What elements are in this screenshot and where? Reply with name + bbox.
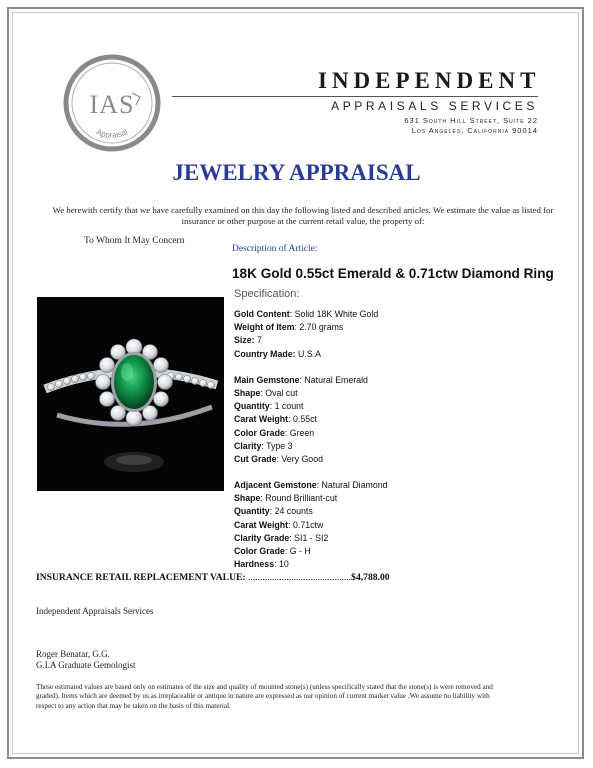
description-label: Description of Article: (232, 244, 318, 254)
spec-adjacent-quantity: Quantity: 24 counts (234, 506, 313, 517)
spec-weight: Weight of Item: 2.70 grams (234, 322, 344, 333)
insurance-label: INSURANCE RETAIL REPLACEMENT VALUE: (36, 572, 246, 583)
disclaimer: These estimated values are based only on estimates of the size and quality of mounted stone(s) (unless specifically stated that the stone(s) is were removed and graded). Items which are deemed by us as irreplaceable or antique in nature are expressed as our opinion of current market value .We assume no liability with respect to any action that may be taken on the basis of this material. (36, 683, 493, 710)
spec-main-gemstone: Main Gemstone: Natural Emerald (234, 374, 368, 385)
specification-list (234, 308, 388, 571)
document-title: JEWELRY APPRAISAL (172, 160, 421, 185)
header-divider (172, 96, 538, 97)
spec-country: Country Made: U.S.A (234, 348, 322, 359)
spec-size: Size: 7 (234, 335, 262, 346)
spec-adjacent-hardness: Hardness: 10 (234, 559, 289, 570)
spec-adjacent-color: Color Grade: G - H (234, 546, 311, 556)
company-name: INDEPENDENT (318, 68, 541, 93)
signer-title: G.I.A Graduate Gemologist (36, 660, 136, 670)
spec-main-color: Color Grade: Green (234, 427, 315, 438)
insurance-value-line (36, 572, 556, 583)
logo-initials: IAS (89, 90, 135, 119)
spec-main-clarity: Clarity: Type 3 (234, 440, 293, 451)
spec-adjacent-shape: Shape: Round Brilliant-cut (234, 493, 338, 504)
spec-gold-content: Gold Content: Solid 18K White Gold (234, 309, 379, 319)
spec-main-cut: Cut Grade: Very Good (234, 453, 323, 464)
logo-ring-text: Appraisal (95, 127, 130, 140)
spec-adjacent-gemstone: Adjacent Gemstone: Natural Diamond (234, 480, 388, 491)
recipient: To Whom It May Concern (84, 236, 185, 246)
spec-adjacent-carat: Carat Weight: 0.71ctw (234, 519, 324, 530)
insurance-dots: ........................................... (248, 572, 352, 583)
spec-main-carat: Carat Weight: 0.55ct (234, 414, 317, 425)
company-address (300, 116, 538, 136)
spec-main-shape: Shape: Oval cut (234, 387, 298, 398)
spec-main-quantity: Quantity: 1 count (234, 401, 304, 412)
insurance-value: $4,788.00 (351, 572, 390, 583)
signer-name: Roger Benatar, G.G. (36, 649, 110, 659)
ring-photo (37, 297, 224, 491)
certification-text: We herewith certify that we have carefully examined on this day the following listed and described articles. We estimate the value as listed for insurance or other purpose at the current retail value, the property of: (52, 205, 554, 226)
address-line-2: Los Angeles, California 90014 (411, 126, 538, 135)
item-title: 18K Gold 0.55ct Emerald & 0.71ctw Diamond Ring (232, 266, 554, 281)
company-subtitle: APPRAISALS SERVICES (331, 99, 538, 113)
address-line-1: 631 South Hill Street, Suite 22 (404, 116, 538, 125)
footer-company: Independent Appraisals Services (36, 606, 154, 616)
specification-label: Specification: (234, 288, 300, 300)
company-logo (62, 53, 162, 153)
spec-adjacent-clarity: Clarity Grade: SI1 - SI2 (234, 532, 329, 543)
